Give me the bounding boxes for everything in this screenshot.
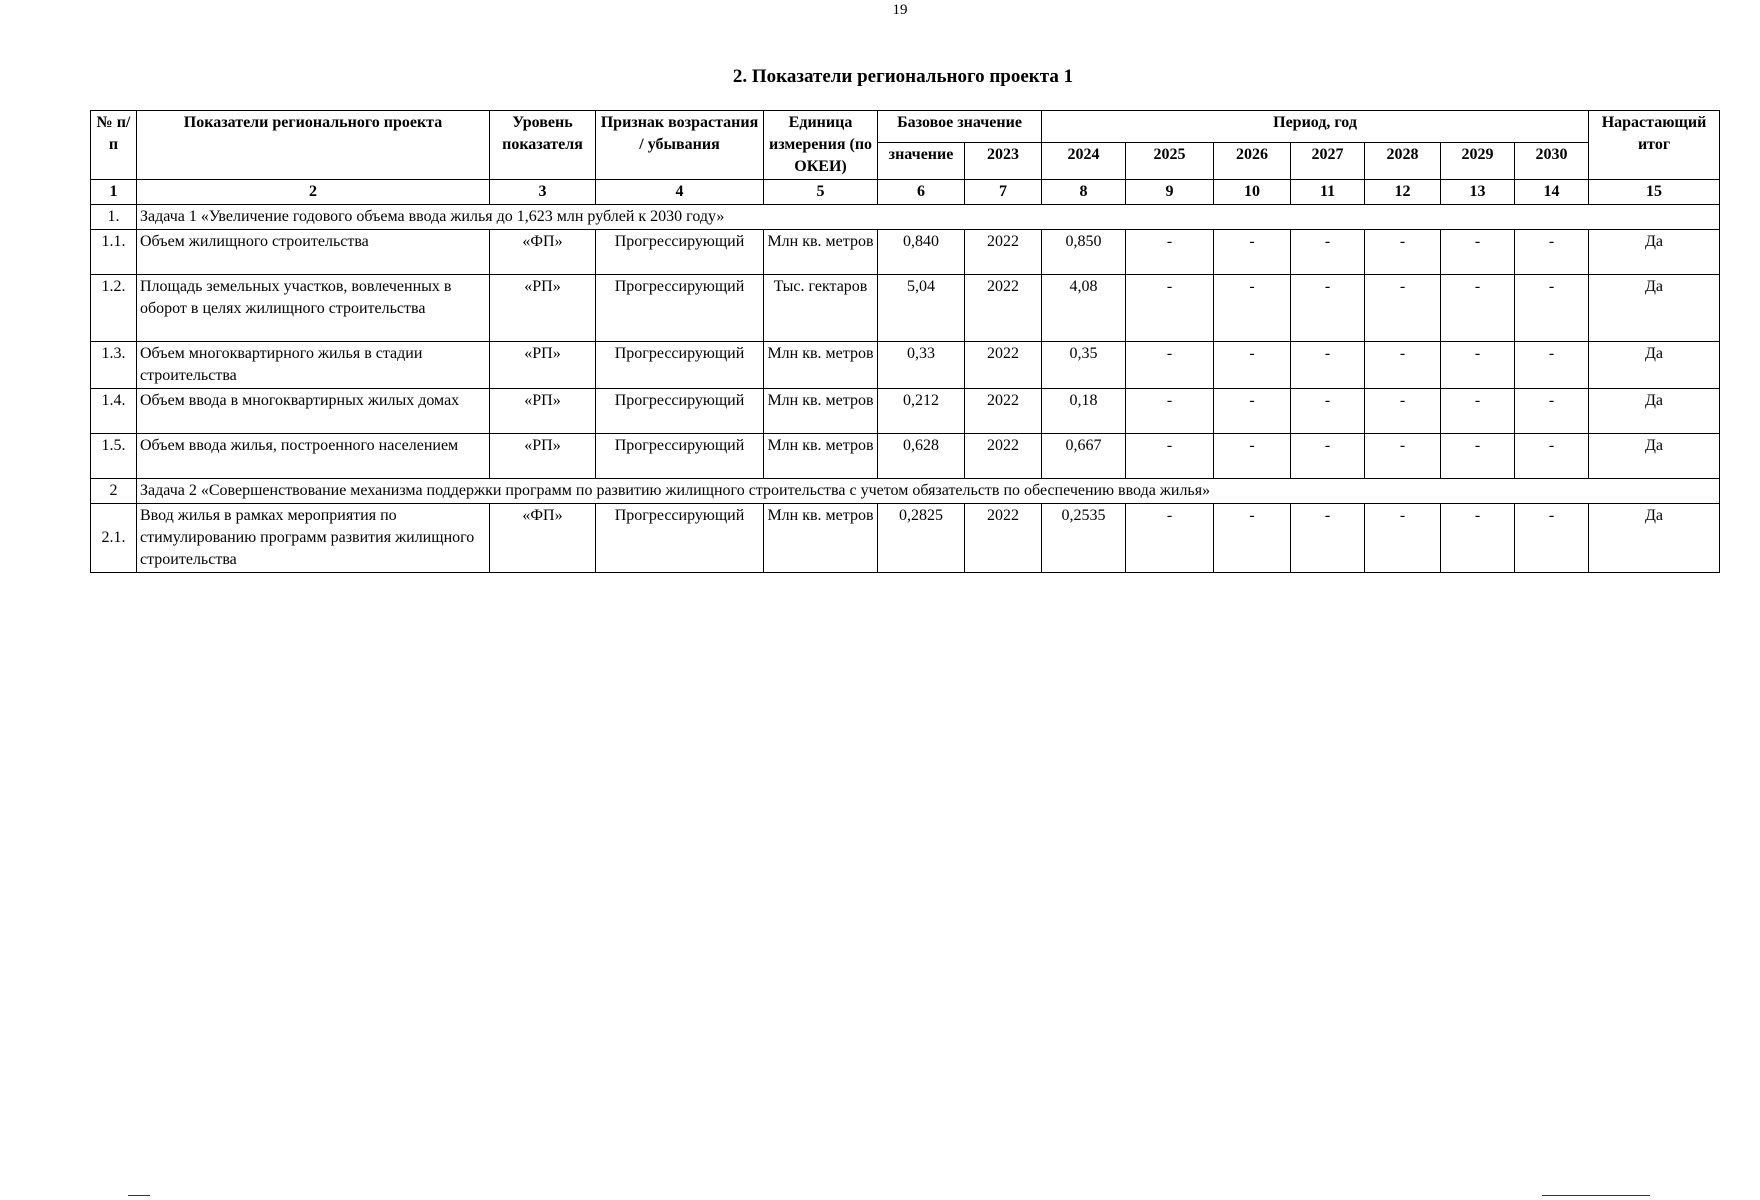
- row-number: 1.3.: [91, 342, 137, 389]
- footer-rule-left: [128, 1195, 150, 1196]
- header-base-year: 2023: [965, 143, 1042, 180]
- header-year-2028: 2028: [1365, 143, 1441, 180]
- header-unit: Единица измерения (по ОКЕИ): [764, 111, 878, 180]
- value-2025: -: [1126, 275, 1214, 342]
- base-year: 2022: [965, 230, 1042, 275]
- row-number: 1.1.: [91, 230, 137, 275]
- base-year: 2022: [965, 504, 1042, 573]
- task-number: 2: [91, 479, 137, 504]
- value-2024: 0,2535: [1042, 504, 1126, 573]
- indicator-unit: Млн кв. метров: [764, 230, 878, 275]
- column-number: 9: [1126, 180, 1214, 205]
- column-number-row: [91, 180, 1720, 205]
- task-text: Задача 2 «Совершенствование механизма поддержки программ по развитию жилищного строительства с учетом обязательств по обеспечению ввода жилья»: [137, 479, 1720, 504]
- header-year-2030: 2030: [1515, 143, 1589, 180]
- value-2030: -: [1515, 389, 1589, 434]
- value-2025: -: [1126, 230, 1214, 275]
- document-title: 2. Показатели регионального проекта 1: [732, 66, 1074, 87]
- indicator-row: [91, 230, 1720, 275]
- indicator-sign: Прогрессирующий: [596, 434, 764, 479]
- row-number: 2.1.: [91, 504, 137, 573]
- indicator-sign: Прогрессирующий: [596, 389, 764, 434]
- base-value: 0,840: [878, 230, 965, 275]
- header-year-2024: 2024: [1042, 143, 1126, 180]
- row-number: 1.5.: [91, 434, 137, 479]
- indicator-row: [91, 434, 1720, 479]
- value-2026: -: [1214, 342, 1291, 389]
- indicator-row: [91, 389, 1720, 434]
- indicator-unit: Тыс. гектаров: [764, 275, 878, 342]
- value-2028: -: [1365, 504, 1441, 573]
- indicator-sign: Прогрессирующий: [596, 275, 764, 342]
- value-2025: -: [1126, 504, 1214, 573]
- value-2030: -: [1515, 434, 1589, 479]
- task-text: Задача 1 «Увеличение годового объема ввода жилья до 1,623 млн рублей к 2030 году»: [137, 205, 1720, 230]
- base-value: 5,04: [878, 275, 965, 342]
- base-value: 0,33: [878, 342, 965, 389]
- cumulative-value: Да: [1589, 230, 1720, 275]
- value-2030: -: [1515, 504, 1589, 573]
- indicator-sign: Прогрессирующий: [596, 230, 764, 275]
- column-number: 15: [1589, 180, 1720, 205]
- value-2027: -: [1291, 275, 1365, 342]
- header-indicator: Показатели регионального проекта: [137, 111, 490, 180]
- base-value: 0,212: [878, 389, 965, 434]
- indicator-level: «ФП»: [490, 504, 596, 573]
- value-2024: 0,35: [1042, 342, 1126, 389]
- value-2027: -: [1291, 389, 1365, 434]
- value-2024: 4,08: [1042, 275, 1126, 342]
- indicator-unit: Млн кв. метров: [764, 389, 878, 434]
- value-2029: -: [1441, 434, 1515, 479]
- base-year: 2022: [965, 434, 1042, 479]
- footer-rule-right: [1542, 1195, 1650, 1196]
- header-year-2026: 2026: [1214, 143, 1291, 180]
- indicator-name: Объем ввода жилья, построенного населением: [137, 434, 490, 479]
- cumulative-value: Да: [1589, 342, 1720, 389]
- value-2025: -: [1126, 434, 1214, 479]
- cumulative-value: Да: [1589, 275, 1720, 342]
- value-2030: -: [1515, 275, 1589, 342]
- task-number: 1.: [91, 205, 137, 230]
- value-2024: 0,667: [1042, 434, 1126, 479]
- column-number: 5: [764, 180, 878, 205]
- table-body: [91, 180, 1720, 573]
- value-2026: -: [1214, 434, 1291, 479]
- header-base-value: значение: [878, 143, 965, 180]
- column-number: 2: [137, 180, 490, 205]
- header-num: № п/п: [91, 111, 137, 180]
- value-2026: -: [1214, 389, 1291, 434]
- value-2024: 0,850: [1042, 230, 1126, 275]
- indicator-name: Объем ввода в многоквартирных жилых домах: [137, 389, 490, 434]
- page-number: 19: [892, 2, 908, 18]
- value-2028: -: [1365, 230, 1441, 275]
- header-cumulative: Нарастающий итог: [1589, 111, 1720, 180]
- cumulative-value: Да: [1589, 504, 1720, 573]
- indicator-sign: Прогрессирующий: [596, 342, 764, 389]
- value-2029: -: [1441, 275, 1515, 342]
- base-value: 0,2825: [878, 504, 965, 573]
- row-number: 1.2.: [91, 275, 137, 342]
- column-number: 8: [1042, 180, 1126, 205]
- value-2030: -: [1515, 230, 1589, 275]
- base-value: 0,628: [878, 434, 965, 479]
- header-period: Период, год: [1042, 111, 1589, 143]
- value-2030: -: [1515, 342, 1589, 389]
- indicator-name: Площадь земельных участков, вовлеченных в оборот в целях жилищного строительства: [137, 275, 490, 342]
- table-header: [91, 111, 1720, 180]
- indicator-level: «РП»: [490, 434, 596, 479]
- header-level: Уровень показателя: [490, 111, 596, 180]
- indicator-row: [91, 342, 1720, 389]
- indicator-sign: Прогрессирующий: [596, 504, 764, 573]
- column-number: 11: [1291, 180, 1365, 205]
- value-2027: -: [1291, 504, 1365, 573]
- value-2028: -: [1365, 389, 1441, 434]
- cumulative-value: Да: [1589, 389, 1720, 434]
- task-row: [91, 205, 1720, 230]
- value-2028: -: [1365, 434, 1441, 479]
- value-2028: -: [1365, 275, 1441, 342]
- column-number: 1: [91, 180, 137, 205]
- base-year: 2022: [965, 275, 1042, 342]
- indicator-name: Ввод жилья в рамках мероприятия по стимулированию программ развития жилищного строительства: [137, 504, 490, 573]
- header-year-2025: 2025: [1126, 143, 1214, 180]
- header-base: Базовое значение: [878, 111, 1042, 143]
- value-2027: -: [1291, 342, 1365, 389]
- cumulative-value: Да: [1589, 434, 1720, 479]
- row-number: 1.4.: [91, 389, 137, 434]
- indicators-table: [90, 110, 1720, 573]
- indicator-row: [91, 504, 1720, 573]
- column-number: 12: [1365, 180, 1441, 205]
- indicator-name: Объем многоквартирного жилья в стадии строительства: [137, 342, 490, 389]
- header-year-2027: 2027: [1291, 143, 1365, 180]
- value-2029: -: [1441, 230, 1515, 275]
- column-number: 4: [596, 180, 764, 205]
- indicator-unit: Млн кв. метров: [764, 434, 878, 479]
- value-2026: -: [1214, 230, 1291, 275]
- value-2025: -: [1126, 389, 1214, 434]
- column-number: 7: [965, 180, 1042, 205]
- column-number: 10: [1214, 180, 1291, 205]
- indicator-unit: Млн кв. метров: [764, 342, 878, 389]
- indicator-unit: Млн кв. метров: [764, 504, 878, 573]
- value-2027: -: [1291, 434, 1365, 479]
- indicator-level: «РП»: [490, 275, 596, 342]
- header-year-2029: 2029: [1441, 143, 1515, 180]
- value-2026: -: [1214, 275, 1291, 342]
- column-number: 3: [490, 180, 596, 205]
- value-2026: -: [1214, 504, 1291, 573]
- indicator-name: Объем жилищного строительства: [137, 230, 490, 275]
- column-number: 6: [878, 180, 965, 205]
- indicator-level: «ФП»: [490, 230, 596, 275]
- value-2024: 0,18: [1042, 389, 1126, 434]
- column-number: 14: [1515, 180, 1589, 205]
- column-number: 13: [1441, 180, 1515, 205]
- value-2025: -: [1126, 342, 1214, 389]
- value-2029: -: [1441, 504, 1515, 573]
- value-2027: -: [1291, 230, 1365, 275]
- task-row: [91, 479, 1720, 504]
- header-sign: Признак возрастания / убывания: [596, 111, 764, 180]
- base-year: 2022: [965, 342, 1042, 389]
- value-2028: -: [1365, 342, 1441, 389]
- value-2029: -: [1441, 389, 1515, 434]
- value-2029: -: [1441, 342, 1515, 389]
- base-year: 2022: [965, 389, 1042, 434]
- indicator-level: «РП»: [490, 389, 596, 434]
- indicator-level: «РП»: [490, 342, 596, 389]
- indicator-row: [91, 275, 1720, 342]
